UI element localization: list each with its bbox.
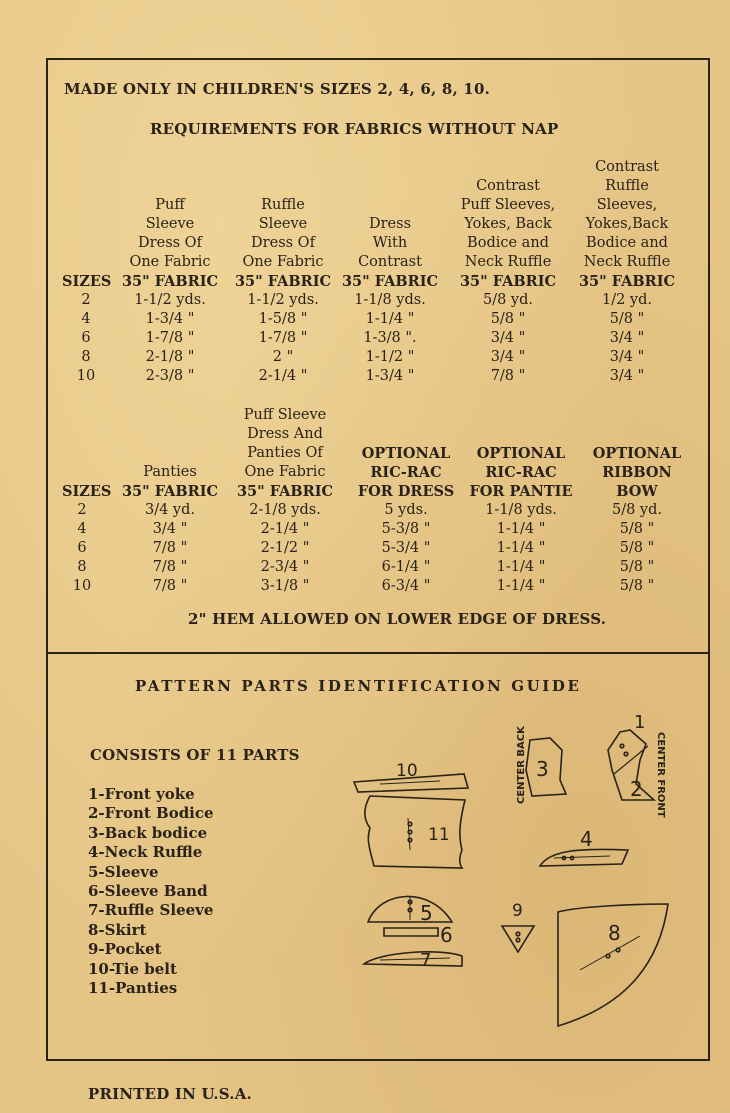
yardage-cell: 1-7/8 " (145, 330, 195, 346)
size-cell: 6 (77, 540, 87, 556)
label-11: 11 (428, 825, 450, 845)
column-header-line: Panties (143, 464, 197, 480)
column-header-line: Dress And (247, 426, 323, 442)
yardage-cell: 7/8 " (490, 368, 526, 384)
yardage-cell: 5/8 " (619, 578, 655, 594)
yardage-cell: 7/8 " (152, 559, 188, 575)
label-8: 8 (608, 921, 621, 945)
column-header-line: 35" FABRIC (341, 273, 439, 290)
yardage-cell: 5/8 " (619, 559, 655, 575)
column-header-line: Ruffle (605, 178, 649, 194)
yardage-cell: 1/2 yd. (601, 292, 653, 308)
column-header-line: Panties Of (247, 445, 323, 461)
column-header-line: FOR PANTIE (469, 483, 573, 500)
column-header-line: 35" FABRIC (234, 273, 332, 290)
column-header-line: Puff Sleeves, (460, 197, 556, 213)
size-cell: 8 (77, 559, 87, 575)
yardage-cell: 3/4 " (609, 368, 645, 384)
column-header-line: Neck Ruffle (464, 254, 552, 270)
column-header-line: OPTIONAL (592, 445, 682, 462)
column-header-line: Puff (155, 197, 185, 213)
column-header-line: Puff Sleeve (243, 407, 327, 423)
center-front-label: CENTER FRONT (655, 732, 666, 818)
yardage-cell: 3/4 " (152, 521, 188, 537)
yardage-cell: 1-1/2 yds. (247, 292, 319, 308)
size-cell: 6 (81, 330, 91, 346)
label-2: 2 (630, 777, 643, 801)
label-1: 1 (634, 712, 646, 733)
yardage-cell: 5/8 " (609, 311, 645, 327)
yardage-cell: 3/4 " (609, 330, 645, 346)
yardage-cell: 5/8 " (619, 540, 655, 556)
yardage-cell: 6-1/4 " (381, 559, 431, 575)
yardage-cell: 2-1/4 " (258, 368, 308, 384)
yardage-cell: 1-1/4 " (365, 311, 415, 327)
column-header-line: Contrast (595, 159, 659, 175)
yardage-cell: 1-7/8 " (258, 330, 308, 346)
column-header-line: One Fabric (129, 254, 211, 270)
size-cell: 10 (76, 368, 96, 384)
yardage-cell: 7/8 " (152, 540, 188, 556)
yardage-cell: 2-1/8 " (145, 349, 195, 365)
column-header-line: 35" FABRIC (578, 273, 676, 290)
yardage-cell: 5-3/4 " (381, 540, 431, 556)
label-5: 5 (420, 901, 433, 925)
requirements-title: REQUIREMENTS FOR FABRICS WITHOUT NAP (150, 120, 559, 138)
column-header-line: 35" FABRIC (236, 483, 334, 500)
parts-list (88, 785, 214, 998)
column-header-line: Sleeve (145, 216, 195, 232)
column-header-line: Dress Of (138, 235, 202, 251)
part-item: 2-Front Bodice (88, 804, 214, 823)
part-item: 11-Panties (88, 979, 178, 998)
column-header-line: One Fabric (242, 254, 324, 270)
column-header-line: With (372, 235, 408, 251)
yardage-cell: 1-5/8 " (258, 311, 308, 327)
guide-title: PATTERN PARTS IDENTIFICATION GUIDE (135, 677, 582, 695)
column-header-line: Sleeves, (596, 197, 658, 213)
column-header-line: Neck Ruffle (583, 254, 671, 270)
label-3: 3 (536, 757, 549, 781)
column-header-line: One Fabric (244, 464, 326, 480)
size-cell: 10 (72, 578, 92, 594)
part-item: 3-Back bodice (88, 823, 208, 842)
part-item: 4-Neck Ruffle (88, 843, 203, 862)
column-header-line: 35" FABRIC (121, 273, 219, 290)
pattern-pieces-diagram (340, 700, 690, 1040)
yardage-cell: 5/8 " (619, 521, 655, 537)
label-4: 4 (580, 827, 593, 851)
sizes-label: SIZES (62, 483, 112, 500)
part-item: 1-Front yoke (88, 785, 195, 803)
part-item: 7-Ruffle Sleeve (88, 901, 214, 920)
column-header-line: 35" FABRIC (459, 273, 557, 290)
yardage-cell: 1-1/4 " (496, 521, 546, 537)
column-header-line: OPTIONAL (361, 445, 451, 462)
yardage-cell: 2 " (272, 349, 294, 365)
yardage-cell: 5-3/8 " (381, 521, 431, 537)
part-item: 8-Skirt (88, 920, 147, 939)
yardage-cell: 1-1/2 yds. (134, 292, 206, 308)
label-9: 9 (512, 901, 523, 921)
center-back-label: CENTER BACK (516, 726, 527, 804)
yardage-cell: 1-3/4 " (145, 311, 195, 327)
yardage-cell: 6-3/4 " (381, 578, 431, 594)
printed-in-usa: PRINTED IN U.S.A. (88, 1085, 252, 1103)
yardage-cell: 1-3/8 ". (363, 330, 417, 346)
yardage-cell: 5/8 yd. (482, 292, 534, 308)
section-divider (46, 652, 708, 654)
yardage-cell: 7/8 " (152, 578, 188, 594)
yardage-cell: 1-3/4 " (365, 368, 415, 384)
yardage-cell: 2-3/4 " (260, 559, 310, 575)
yardage-cell: 1-1/4 " (496, 578, 546, 594)
yardage-cell: 2-3/8 " (145, 368, 195, 384)
yardage-cell: 2-1/8 yds. (249, 502, 321, 518)
yardage-cell: 3/4 " (490, 349, 526, 365)
size-cell: 4 (81, 311, 91, 327)
yardage-cell: 2-1/4 " (260, 521, 310, 537)
label-10: 10 (396, 761, 418, 781)
part-item: 6-Sleeve Band (88, 882, 208, 901)
yardage-cell: 3/4 " (490, 330, 526, 346)
column-header-line: Contrast (358, 254, 422, 270)
parts-count: CONSISTS OF 11 PARTS (90, 746, 300, 764)
label-7: 7 (420, 950, 432, 971)
column-header-line: RIBBON (602, 464, 672, 481)
size-cell: 2 (81, 292, 91, 308)
column-header-line: Yokes,Back (585, 216, 669, 232)
yardage-cell: 1-1/4 " (496, 559, 546, 575)
yardage-cell: 3-1/8 " (260, 578, 310, 594)
yardage-cell: 1-1/4 " (496, 540, 546, 556)
sizes-header: MADE ONLY IN CHILDREN'S SIZES 2, 4, 6, 8, 10. (64, 80, 490, 98)
piece-6-sleeve-band (384, 928, 438, 936)
column-header-line: Contrast (476, 178, 540, 194)
label-6: 6 (440, 923, 453, 947)
column-header-line: Bodice and (586, 235, 668, 251)
yardage-cell: 3/4 " (609, 349, 645, 365)
part-item: 5-Sleeve (88, 862, 159, 881)
column-header-line: Ruffle (261, 197, 305, 213)
size-cell: 4 (77, 521, 87, 537)
column-header-line: Dress (368, 216, 412, 232)
piece-11-panties (365, 796, 465, 868)
column-header-line: Sleeve (258, 216, 308, 232)
column-header-line: 35" FABRIC (121, 483, 219, 500)
column-header-line: Dress Of (251, 235, 315, 251)
size-cell: 8 (81, 349, 91, 365)
yardage-cell: 1-1/2 " (365, 349, 415, 365)
yardage-cell: 1-1/8 yds. (354, 292, 426, 308)
yardage-cell: 5/8 " (490, 311, 526, 327)
column-header-line: Bodice and (467, 235, 549, 251)
column-header-line: OPTIONAL (476, 445, 566, 462)
sizes-label: SIZES (62, 273, 112, 290)
column-header-line: FOR DRESS (357, 483, 455, 500)
piece-4-neck-ruffle (540, 849, 628, 866)
column-header-line: RIC-RAC (485, 464, 557, 481)
yardage-cell: 5/8 yd. (611, 502, 663, 518)
column-header-line: RIC-RAC (370, 464, 442, 481)
yardage-cell: 1-1/8 yds. (485, 502, 557, 518)
column-header-line: BOW (616, 483, 658, 500)
yardage-cell: 5 yds. (384, 502, 428, 518)
yardage-cell: 3/4 yd. (144, 502, 196, 518)
part-item: 10-Tie belt (88, 959, 177, 978)
column-header-line: Yokes, Back (464, 216, 552, 232)
yardage-cell: 2-1/2 " (260, 540, 310, 556)
hem-note: 2" HEM ALLOWED ON LOWER EDGE OF DRESS. (188, 610, 607, 628)
part-item: 9-Pocket (88, 940, 162, 959)
size-cell: 2 (77, 502, 87, 518)
